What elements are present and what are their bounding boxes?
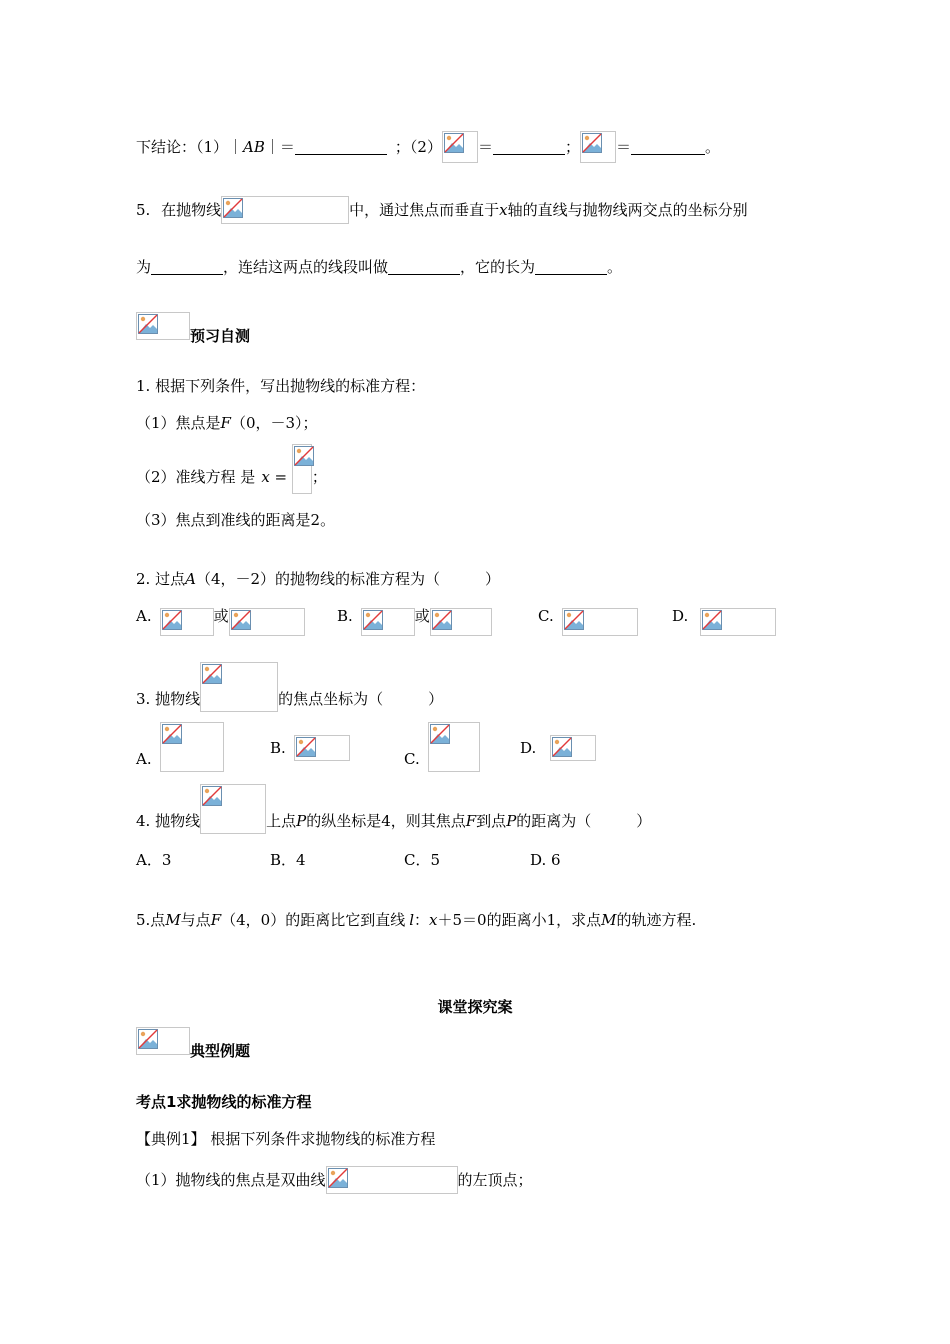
formula-image — [221, 196, 349, 224]
text: 的焦点坐标为（ ） — [278, 690, 444, 708]
formula-image — [700, 608, 776, 636]
var-f: F — [210, 911, 222, 929]
q3-option-d[interactable] — [520, 735, 596, 761]
formula-image — [430, 608, 492, 636]
text: 2. 过点 — [136, 570, 186, 588]
text: ； — [564, 138, 580, 156]
example-label: 【典例1】 — [136, 1130, 206, 1148]
q1-a2 — [136, 444, 327, 494]
text: （3）焦点到准线的距离是2。 — [136, 511, 336, 529]
broken-image-icon — [231, 610, 251, 630]
text: ＝ — [477, 138, 493, 156]
q3-stem — [136, 662, 443, 712]
q1-a3 — [136, 509, 335, 530]
var-x: x — [261, 468, 270, 486]
option-label: A．3 — [136, 851, 172, 869]
text: 与点 — [180, 911, 211, 929]
text: ；（2） — [394, 138, 442, 156]
formula-image — [294, 735, 350, 761]
formula-image — [229, 608, 305, 636]
example-1 — [136, 1128, 435, 1149]
formula-image — [326, 1166, 458, 1194]
q2-option-a[interactable] — [136, 608, 305, 636]
text: （4，－2）的抛物线的标准方程为（ ） — [195, 570, 501, 588]
broken-image-icon — [202, 664, 222, 684]
text: 5.点 — [136, 911, 166, 929]
option-label: A. — [136, 607, 152, 625]
q3-option-b[interactable] — [270, 735, 350, 761]
formula-image — [160, 608, 214, 636]
blank — [535, 260, 607, 275]
topic-1-heading: 考点1求抛物线的标准方程 — [136, 1093, 312, 1111]
text: ； — [311, 468, 327, 486]
formula-image — [580, 131, 616, 163]
broken-image-icon — [138, 1029, 158, 1049]
text: ，连结这两点的线段叫做 — [223, 258, 389, 276]
text: 的左顶点； — [457, 1171, 533, 1189]
text: 下结论：（1）｜ — [136, 138, 244, 156]
q3-option-c[interactable] — [404, 722, 480, 772]
formula-image — [200, 784, 266, 834]
formula-image — [428, 722, 480, 772]
text: 上点 — [266, 812, 297, 830]
broken-image-icon — [564, 610, 584, 630]
broken-image-icon — [223, 198, 243, 218]
preview-heading — [136, 312, 251, 345]
var-m: M — [601, 911, 617, 929]
option-label: D. — [672, 607, 689, 625]
text: ＋5＝0的距离小1，求点 — [437, 911, 602, 929]
broken-image-icon — [702, 610, 722, 630]
text: 1. 根据下列条件，写出抛物线的标准方程： — [136, 377, 426, 395]
text: 中，通过焦点而垂直于 — [349, 201, 500, 219]
q2-option-b[interactable] — [337, 608, 492, 636]
text: 。 — [705, 138, 721, 156]
text: 的纵坐标是4，则其焦点 — [306, 812, 466, 830]
broken-image-icon — [552, 737, 572, 757]
blank — [631, 140, 705, 155]
option-label: B．4 — [270, 851, 306, 869]
text: ｜＝ — [264, 138, 295, 156]
text: 3. 抛物线 — [136, 690, 201, 708]
section-icon-image — [136, 1027, 190, 1055]
q1-a1 — [136, 412, 318, 433]
text: 到点 — [476, 812, 507, 830]
q4-option-a[interactable] — [136, 849, 171, 870]
text: （2）准线方程 是 — [136, 468, 256, 486]
question-5-line-2 — [136, 256, 622, 277]
text: = — [269, 468, 288, 486]
var-p: P — [296, 812, 307, 830]
var-l: l — [409, 911, 415, 929]
text: ＝ — [616, 138, 632, 156]
var-p: P — [506, 812, 517, 830]
text: （0，－3）； — [230, 414, 318, 432]
text: 或 — [414, 607, 430, 625]
option-label: B. — [337, 607, 353, 625]
blank — [295, 140, 387, 155]
broken-image-icon — [432, 610, 452, 630]
option-label: C. — [538, 607, 554, 625]
broken-image-icon — [138, 314, 158, 334]
text: 的轨迹方程. — [616, 911, 697, 929]
text: 轴的直线与抛物线两交点的坐标分别 — [507, 201, 748, 219]
section-icon-image — [136, 312, 190, 340]
text: 5. — [136, 201, 151, 219]
var-m: M — [165, 911, 181, 929]
q3-option-a[interactable] — [136, 722, 224, 772]
text: 或 — [213, 607, 229, 625]
q2-stem — [136, 568, 500, 589]
text: 4. 抛物线 — [136, 812, 201, 830]
option-label: C. — [404, 750, 420, 768]
var-ab: AB — [243, 138, 265, 156]
formula-image — [550, 735, 596, 761]
q4-option-c[interactable] — [404, 849, 440, 870]
text: （1）抛物线的焦点是双曲线 — [136, 1171, 326, 1189]
formula-image — [442, 131, 478, 163]
preview-title: 预习自测 — [190, 327, 251, 345]
var-a: A — [185, 570, 196, 588]
q2-option-d[interactable] — [672, 608, 776, 636]
text: ，它的长为 — [460, 258, 536, 276]
broken-image-icon — [294, 446, 314, 466]
option-label: D. — [520, 739, 537, 757]
option-label: D. 6 — [530, 851, 561, 869]
broken-image-icon — [162, 724, 182, 744]
option-label: C．5 — [404, 851, 441, 869]
broken-image-icon — [328, 1168, 348, 1188]
text: 的距离为（ ） — [516, 812, 652, 830]
broken-image-icon — [202, 786, 222, 806]
q4-option-d[interactable] — [530, 849, 561, 870]
example-1-part-1 — [136, 1166, 533, 1194]
examples-heading — [136, 1027, 251, 1060]
option-label: B. — [270, 739, 286, 757]
broken-image-icon — [162, 610, 182, 630]
question-5-line — [136, 196, 748, 224]
section-title: 课堂探究案 — [437, 998, 513, 1016]
var-f: F — [465, 812, 477, 830]
blank — [151, 260, 223, 275]
blank — [388, 260, 460, 275]
q2-option-c[interactable] — [538, 608, 638, 636]
blank — [493, 140, 565, 155]
formula-image — [292, 444, 312, 494]
text: 为 — [136, 258, 152, 276]
text: 。 — [607, 258, 623, 276]
var-x: x — [429, 911, 438, 929]
text: 根据下列条件求抛物线的标准方程 — [205, 1130, 436, 1148]
formula-image — [160, 722, 224, 772]
var-f: F — [220, 414, 231, 432]
text: （1）焦点是 — [136, 414, 221, 432]
var-x: x — [499, 201, 508, 219]
q4-stem — [136, 784, 651, 834]
examples-title: 典型例题 — [190, 1042, 251, 1060]
broken-image-icon — [582, 133, 602, 153]
broken-image-icon — [444, 133, 464, 153]
broken-image-icon — [363, 610, 383, 630]
formula-image — [200, 662, 278, 712]
q5-stem — [136, 909, 696, 930]
text: 在抛物线 — [161, 201, 222, 219]
broken-image-icon — [296, 737, 316, 757]
q1-title — [136, 375, 425, 396]
text: （4，0）的距离比它到直线 — [221, 911, 406, 929]
option-label: A. — [136, 750, 152, 768]
text: ： — [414, 911, 430, 929]
formula-image — [562, 608, 638, 636]
broken-image-icon — [430, 724, 450, 744]
conclusion-line — [136, 131, 720, 163]
q4-option-b[interactable] — [270, 849, 306, 870]
formula-image — [361, 608, 415, 636]
